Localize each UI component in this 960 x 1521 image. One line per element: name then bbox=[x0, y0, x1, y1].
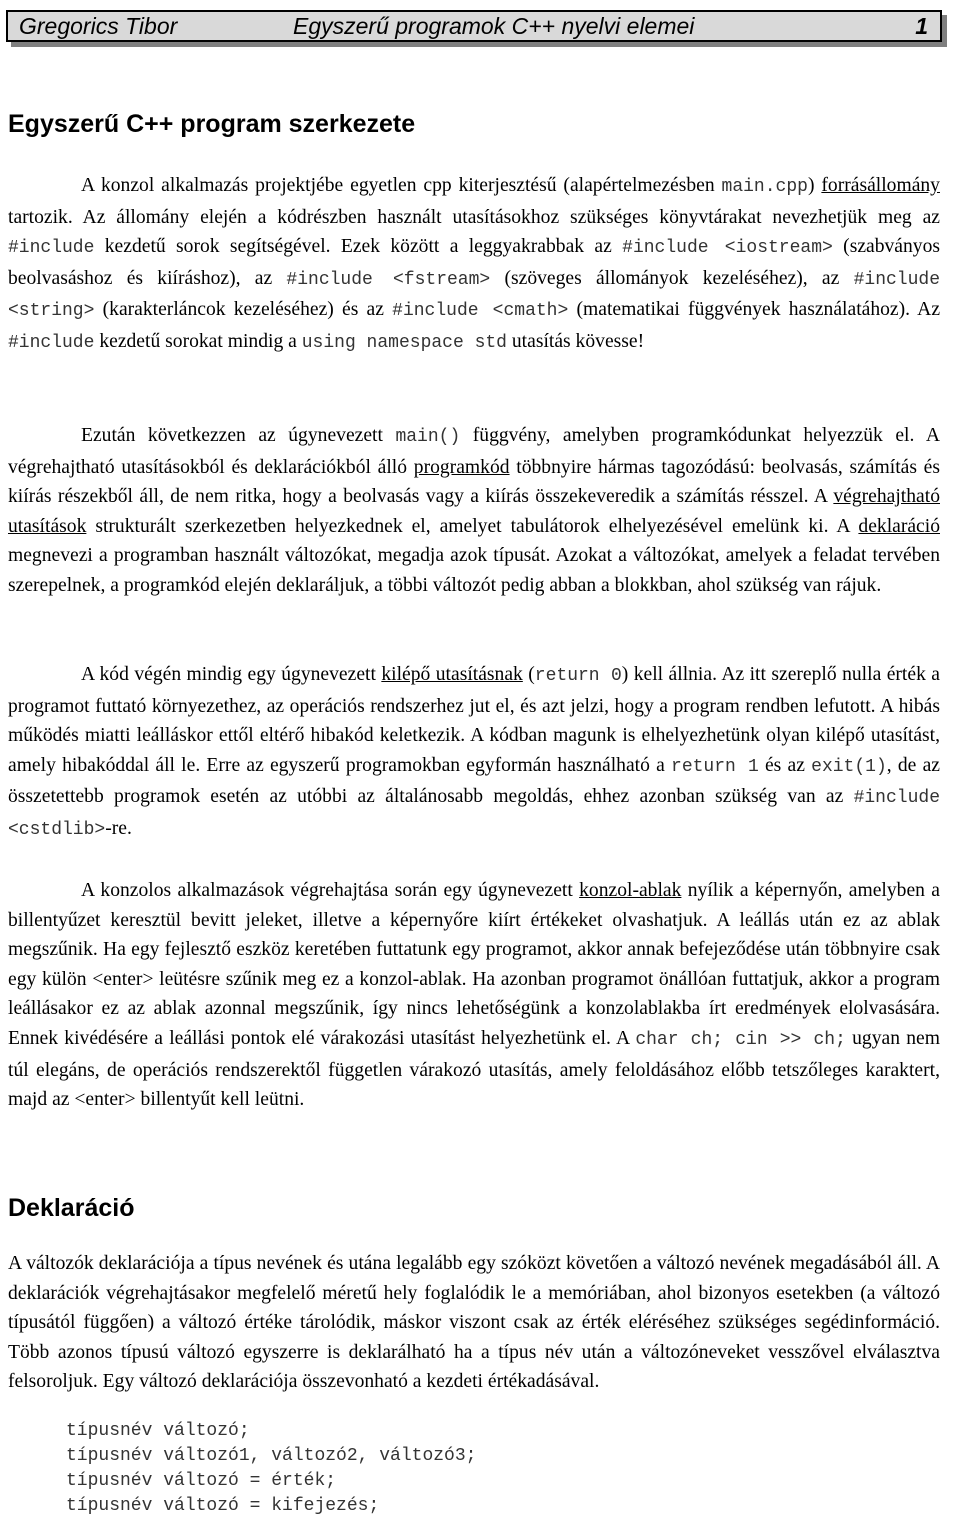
code-line: típusnév változó1, változó2, változó3; bbox=[66, 1446, 477, 1466]
paragraph-main-function: Ezután következzen az úgynevezett main() függvény, amelyben programkódunkat helyezzük el. A végrehajtható utasításokból és deklarációkból álló programkód többnyire hármas tagozódású: beolvasás, számítás és kiírás részekből áll, de nem ritka, hogy a beolvasás vagy a kiírás összekeveredik a számítás résszel. A végrehajtható utasítások strukturált szerkezetben helyezkednek el, amelyet tabulátorok elhelyezésével emelünk ki. A deklaráció megnevezi a programban használt változókat, megadja azok típusát. Azokat a változókat, amelyek a feladat tervében szerepelnek, a programkód elején deklaráljuk, a többi változót pedig abban a blokkban, ahol szükség van rájuk. bbox=[8, 425, 940, 596]
code-example bbox=[66, 1419, 476, 1519]
page-number: 1 bbox=[915, 13, 928, 39]
code-line: típusnév változó; bbox=[66, 1421, 250, 1441]
code-line: típusnév változó = érték; bbox=[66, 1471, 337, 1491]
paragraph-console-window: A konzolos alkalmazások végrehajtása során egy úgynevezett konzol-ablak nyílik a képernyőn, amelyben a billentyűzet keresztül bevitt jeleket, illetve a képernyőre kiírt értékeket olvashatjuk. A leállás után ez az ablak megszűnik. Ha egy fejlesztő eszköz keretében futtatunk egy programot, akkor annak befejeződése után többnyire csak egy külön <enter> leütésre szűnik meg ez a konzol-ablak. Ha azonban programot önállóan futtatjuk, akkor a program leállásakor ez az ablak azonnal megszűnik, így nincs lehetőségünk a konzolablakba írt eredmények elolvasására. Ennek kivédésére a leállási pontok elé várakozási utasítást helyezhetünk el. A char ch; cin >> ch; ugyan nem túl elegáns, de operációs rendszerektől független várakozó utasítás, amely feloldásához előbb tetszőleges karaktert, majd az <enter> billentyűt kell leütni. bbox=[8, 880, 940, 1111]
code-line: típusnév változó = kifejezés; bbox=[66, 1496, 380, 1516]
paragraph-declaration: A változók deklarációja a típus nevének és utána legalább egy szóközt követően a változó nevének megadásából áll. A deklarációk végrehajtásakor megfelelő méretű hely foglalódik le a memóriában, ahol bizonyos esetekben (a változó típusától függően) a változó értéke tárolódik, máskor viszont csak az érték eléréséhez szükséges segédinformáció. Több azonos típusú változó egyszerre is deklarálható ha a típus név után a változóneveket vesszővel elválasztva felsoroljuk. Egy változó deklarációja összevonható a kezdeti értékadásával. bbox=[8, 1253, 940, 1393]
header-title: Egyszerű programok C++ nyelvi elemei bbox=[293, 13, 695, 39]
header-author: Gregorics Tibor bbox=[19, 13, 178, 39]
section-heading-program-structure: Egyszerű C++ program szerkezete bbox=[8, 110, 416, 138]
page-header bbox=[6, 10, 942, 42]
paragraph-source-file: A konzol alkalmazás projektjébe egyetlen cpp kiterjesztésű (alapértelmezésben main.cpp) forrásállomány tartozik. Az állomány elején a kódrészben használt utasításokhoz szükséges könyvtárakat nevezhetjük meg az #include kezdetű sorok segítségével. Ezek között a leggyakrabbak az #include <iostream> (szabványos beolvasáshoz és kiíráshoz), az #include <fstream> (szöveges állományok kezeléséhez), az #include <string> (karakterláncok kezeléséhez) és az #include <cmath> (matematikai függvények használatához). Az #include kezdetű sorokat mindig a using namespace std utasítás kövesse! bbox=[8, 175, 941, 353]
section-heading-declaration: Deklaráció bbox=[8, 1194, 135, 1222]
paragraph-exit-statement: A kód végén mindig egy úgynevezett kilépő utasításnak (return 0) kell állnia. Az itt szereplő nulla érték a programot futtató környezethez, az operációs rendszerhez jut el, és azt jelzi, hogy a program rendben lefutott. A hibás működés miatti leálláskor ettől eltérő hibakód keletkezik. A kódban magunk is elhelyezhetünk olyan kilépő utasítást, amely hibakóddal áll le. Erre az egyszerű programokban egyformán használható a return 1 és az exit(1), de az összetettebb programok esetén az utóbbi az általánosabb megoldás, ehhez azonban szükség van az #include <cstdlib>-re. bbox=[8, 664, 941, 840]
